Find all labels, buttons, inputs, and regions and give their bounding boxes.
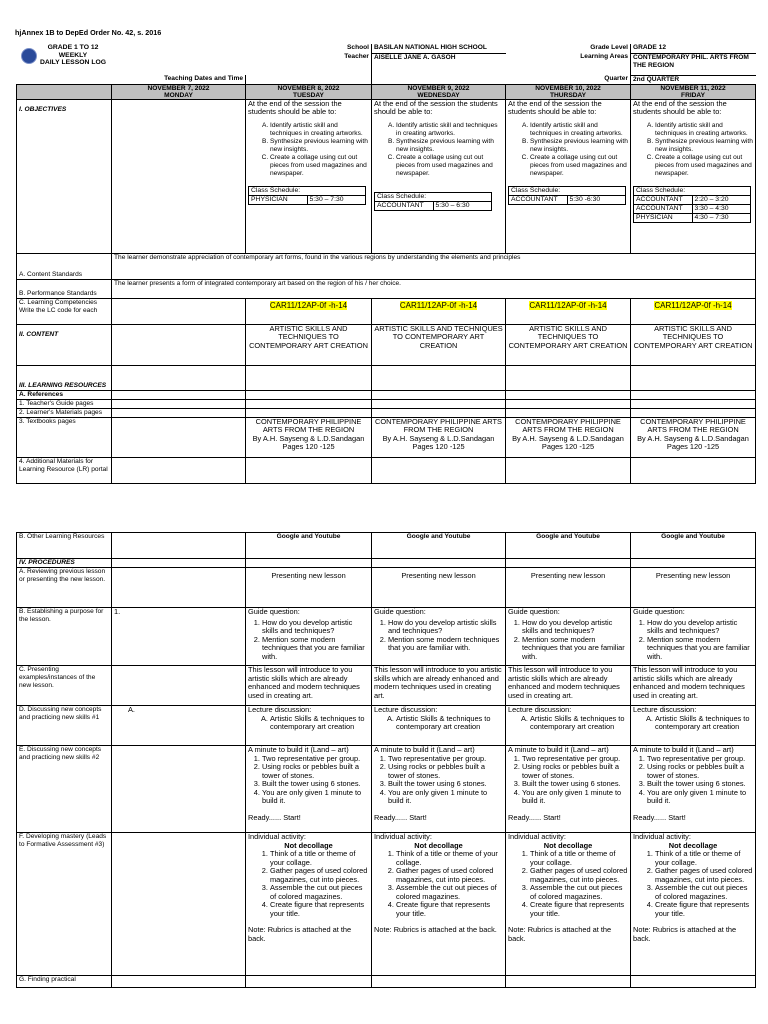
proc-c-thursday: This lesson will introduce to you artistic skills which are already enhanced and modern techniques used in creating art. xyxy=(506,666,631,706)
proc-f-wednesday: Individual activity: Not decollage 1. Think of a title or theme of your collage. 2. Gather pages of used colored magazines, cut into pieces. 3. Assemble the cut out pieces of colored magazines. 4. Create figure that represents your title. Note: Rubrics is attached at the back. xyxy=(372,833,506,976)
performance-standards-label: B. Performance Standards xyxy=(17,279,112,298)
competencies-label: C. Learning Competencies Write the LC code for each xyxy=(17,298,112,324)
day-header-tuesday: NOVEMBER 8, 2022 TUESDAY xyxy=(246,84,372,99)
resources-label: III. LEARNING RESOURCES xyxy=(17,365,112,390)
proc-b-friday: Guide question: 1. How do you develop artistic skills and techniques? 2. Mention some modern techniques that you are familiar with. xyxy=(631,608,756,666)
school-label: School xyxy=(347,44,370,51)
quarter-label: Quarter xyxy=(604,75,629,82)
objectives-monday xyxy=(112,99,246,253)
content-tuesday: ARTISTIC SKILLS AND TECHNIQUES TO CONTEMPORARY ART CREATION xyxy=(246,324,372,365)
proc-b-monday: 1. xyxy=(112,608,246,666)
proc-d-thursday: Lecture discussion: A. Artistic Skills & techniques to contemporary art creation xyxy=(506,706,631,746)
day-header-thursday: NOVEMBER 10, 2022 THURSDAY xyxy=(506,84,631,99)
dates-spacer xyxy=(246,75,372,84)
proc-a-thursday: Presenting new lesson xyxy=(506,568,631,608)
day-header-blank xyxy=(17,84,112,99)
proc-b-thursday: Guide question: 1. How do you develop artistic skills and techniques? 2. Mention some modern techniques that you are familiar with. xyxy=(506,608,631,666)
proc-d-monday: A. xyxy=(112,706,246,746)
textbooks-label: 3. Textbooks pages xyxy=(17,417,112,457)
objectives-wednesday: At the end of the session the students should be able to: A. Identify artistic skill and techniques in creating artworks. B. Synthesize previous learning with new insights. C. Create a collage using cut out pieces from used magazines and newspaper. Class Schedule: ACCOUNTANT 5:30 – 6:30 xyxy=(372,99,506,253)
proc-c-wednesday: This lesson will introduce to you artistic skills which are already enhanced and modern techniques used in creating art. xyxy=(372,666,506,706)
school-value: BASILAN NATIONAL HIGH SCHOOL xyxy=(372,44,506,53)
area-label: Learning Areas xyxy=(580,53,629,60)
lc-code-wednesday: CAR11/12AP-0f -h-14 xyxy=(399,300,478,310)
day-header-wednesday: NOVEMBER 9, 2022 WEDNESDAY xyxy=(372,84,506,99)
proc-c-tuesday: This lesson will introduce to you artistic skills which are already enhanced and modern techniques used in creating art. xyxy=(246,666,372,706)
proc-d-wednesday: Lecture discussion: A. Artistic Skills & techniques to contemporary art creation xyxy=(372,706,506,746)
proc-a-wednesday: Presenting new lesson xyxy=(372,568,506,608)
content-thursday: ARTISTIC SKILLS AND TECHNIQUES TO CONTEMPORARY ART CREATION xyxy=(506,324,631,365)
other-resources-label: B. Other Learning Resources xyxy=(17,533,112,559)
textbook-friday: CONTEMPORARY PHILIPPINE ARTS FROM THE REGION By A.H. Sayseng & L.D.Sandagan Pages 120 -125 xyxy=(631,417,756,457)
class-schedule-friday: Class Schedule: ACCOUNTANT 2:20 – 3:20 ACCOUNTANT 3:30 – 4:30 PHYSICIAN 4:30 – 7:30 xyxy=(633,186,751,223)
content-label: II. CONTENT xyxy=(17,324,112,365)
annex-reference: hjAnnex 1B to DepEd Order No. 42, s. 2016 xyxy=(15,28,162,37)
proc-f-thursday: Individual activity: Not decollage 1. Think of a title or theme of your collage. 2. Gather pages of used colored magazines, cut into pieces. 3. Assemble the cut out pieces of colored magazines. 4. Create figure that represents your title. Note: Rubrics is attached at the back. xyxy=(506,833,631,976)
grade-label: Grade Level xyxy=(590,44,629,51)
dll-title-cell xyxy=(17,44,112,84)
proc-a-label: A. Reviewing previous lesson or presenting the new lesson. xyxy=(17,568,112,608)
lc-code-thursday: CAR11/12AP-0f -h-14 xyxy=(529,300,607,310)
day-header-friday: NOVEMBER 11, 2022 FRIDAY xyxy=(631,84,756,99)
procedures-label: IV. PROCEDURES xyxy=(17,559,112,568)
content-friday: ARTISTIC SKILLS AND TECHNIQUES TO CONTEMPORARY ART CREATION xyxy=(631,324,756,365)
deped-logo-icon xyxy=(21,48,37,64)
day-header-monday: NOVEMBER 7, 2022 MONDAY xyxy=(112,84,246,99)
lm-label: 2. Learner's Materials pages xyxy=(17,408,112,417)
proc-f-friday: Individual activity: Not decollage 1. Think of a title or theme of your collage. 2. Gather pages of used colored magazines, cut into pieces. 3. Assemble the cut out pieces of colored magazines. 4. Create figure that represents your title. Note: Rubrics is attached at the back. xyxy=(631,833,756,976)
proc-a-tuesday: Presenting new lesson xyxy=(246,568,372,608)
objectives-tuesday: At the end of the session the students should be able to: A. Identify artistic skill and techniques in creating artworks. B. Synthesize previous learning with new insights. C. Create a collage using cut out pieces from used magazines and newspaper. Class Schedule: PHYSICIAN 5:30 – 7:30 xyxy=(246,99,372,253)
proc-e-wednesday: A minute to build it (Land – art) 1. Two representative per group. 2. Using rocks or pebbles built a tower of stones. 3. Built the tower using 6 stones. 4. You are only given 1 minute to build it. Ready...... Start! xyxy=(372,746,506,833)
textbook-wednesday: CONTEMPORARY PHILIPPINE ARTS FROM THE REGION By A.H. Sayseng & L.D.Sandagan Pages 120 -125 xyxy=(372,417,506,457)
proc-c-friday: This lesson will introduce to you artistic skills which are already enhanced and modern techniques used in creating art. xyxy=(631,666,756,706)
class-schedule-thursday: Class Schedule: ACCOUNTANT 5:30 -6:30 xyxy=(508,186,626,205)
other-resources-tuesday: Google and Youtube xyxy=(246,533,372,559)
additional-materials-label: 4. Additional Materials for Learning Resource (LR) portal xyxy=(17,457,112,483)
proc-e-tuesday: A minute to build it (Land – art) 1. Two representative per group. 2. Using rocks or pebbles built a tower of stones. 3. Built the tower using 6 stones. 4. You are only given 1 minute to build it. Ready...... Start! xyxy=(246,746,372,833)
objectives-label: I. OBJECTIVES xyxy=(17,99,112,253)
teacher-value: AISELLE JANE A. GASOH xyxy=(372,53,506,75)
proc-b-label: B. Establishing a purpose for the lesson. xyxy=(17,608,112,666)
proc-f-tuesday: Individual activity: Not decollage 1. Think of a title or theme of your collage. 2. Gather pages of used colored magazines, cut into pieces. 3. Assemble the cut out pieces of colored magazines. 4. Create figure that represents your title. Note: Rubrics is attached at the back. xyxy=(246,833,372,976)
dll-table-page2 xyxy=(16,532,756,988)
dates-label: Teaching Dates and Time xyxy=(164,75,243,82)
quarter-value: 2nd QUARTER xyxy=(631,75,756,84)
competencies-monday xyxy=(112,298,246,324)
proc-b-tuesday: Guide question: 1. How do you develop artistic skills and techniques? 2. Mention some modern techniques that you are familiar with. xyxy=(246,608,372,666)
proc-a-friday: Presenting new lesson xyxy=(631,568,756,608)
proc-d-label: D. Discussing new concepts and practicing new skills #1 xyxy=(17,706,112,746)
content-standards-text: The learner demonstrate appreciation of contemporary art forms, found in the various regions by understanding the elements and principles xyxy=(112,253,756,279)
performance-standards-text: The learner presents a form of integrated contemporary art based on the region of his / her choice. xyxy=(112,279,756,298)
other-resources-thursday: Google and Youtube xyxy=(506,533,631,559)
proc-e-thursday: A minute to build it (Land – art) 1. Two representative per group. 2. Using rocks or pebbles built a tower of stones. 3. Built the tower using 6 stones. 4. You are only given 1 minute to build it. Ready...... Start! xyxy=(506,746,631,833)
dll-table-page1 xyxy=(16,44,756,484)
objectives-thursday: At the end of the session the students should be able to: A. Identify artistic skill and techniques in creating artworks. B. Synthesize previous learning with new insights. C. Create a collage using cut out pieces from used magazines and newspaper. Class Schedule: ACCOUNTANT 5:30 -6:30 xyxy=(506,99,631,253)
class-schedule-wednesday: Class Schedule: ACCOUNTANT 5:30 – 6:30 xyxy=(374,192,492,211)
lc-code-friday: CAR11/12AP-0f -h-14 xyxy=(654,300,732,310)
content-standards-label: A. Content Standards xyxy=(17,253,112,279)
proc-c-label: C. Presenting examples/instances of the new lesson. xyxy=(17,666,112,706)
proc-b-wednesday: Guide question: 1. How do you develop artistic skills and techniques? 2. Mention some modern techniques that you are familiar with. xyxy=(372,608,506,666)
teacher-label: Teacher xyxy=(344,53,370,60)
proc-e-friday: A minute to build it (Land – art) 1. Two representative per group. 2. Using rocks or pebbles built a tower of stones. 3. Built the tower using 6 stones. 4. You are only given 1 minute to build it. Ready...... Start! xyxy=(631,746,756,833)
references-label: A. References xyxy=(17,390,112,399)
other-resources-wednesday: Google and Youtube xyxy=(372,533,506,559)
proc-d-friday: Lecture discussion: A. Artistic Skills & techniques to contemporary art creation xyxy=(631,706,756,746)
tg-label: 1. Teacher's Guide pages xyxy=(17,399,112,408)
grade-value: GRADE 12 xyxy=(631,44,756,53)
area-value: CONTEMPORARY PHIL. ARTS FROM THE REGION xyxy=(631,53,756,75)
proc-f-label: F. Developing mastery (Leads to Formative Assessment #3) xyxy=(17,833,112,976)
proc-e-label: E. Discussing new concepts and practicing new skills #2 xyxy=(17,746,112,833)
quarter-spacer xyxy=(372,75,506,84)
class-schedule-tuesday: Class Schedule: PHYSICIAN 5:30 – 7:30 xyxy=(248,186,366,205)
other-resources-friday: Google and Youtube xyxy=(631,533,756,559)
proc-g-label: G. Finding practical xyxy=(17,976,112,988)
title-line: WEEKLY xyxy=(58,51,88,59)
title-line: DAILY LESSON LOG xyxy=(39,59,107,66)
content-monday xyxy=(112,324,246,365)
textbook-tuesday: CONTEMPORARY PHILIPPINE ARTS FROM THE REGION By A.H. Sayseng & L.D.Sandagan Pages 120 -125 xyxy=(246,417,372,457)
title-line: GRADE 1 TO 12 xyxy=(47,44,99,51)
content-wednesday: ARTISTIC SKILLS AND TECHNIQUES TO CONTEMPORARY ART CREATION xyxy=(372,324,506,365)
textbook-thursday: CONTEMPORARY PHILIPPINE ARTS FROM THE REGION By A.H. Sayseng & L.D.Sandagan Pages 120 -125 xyxy=(506,417,631,457)
objectives-friday: At the end of the session the students should be able to: A. Identify artistic skill and techniques in creating artworks. B. Synthesize previous learning with new insights. C. Create a collage using cut out pieces from used magazines and newspaper. Class Schedule: ACCOUNTANT 2:20 – 3:20 ACCOUNTANT 3:30 – 4:30 PHYSICIAN 4:30 – 7:30 xyxy=(631,99,756,253)
lc-code-tuesday: CAR11/12AP-0f -h-14 xyxy=(269,300,348,310)
proc-d-tuesday: Lecture discussion: A. Artistic Skills & techniques to contemporary art creation xyxy=(246,706,372,746)
